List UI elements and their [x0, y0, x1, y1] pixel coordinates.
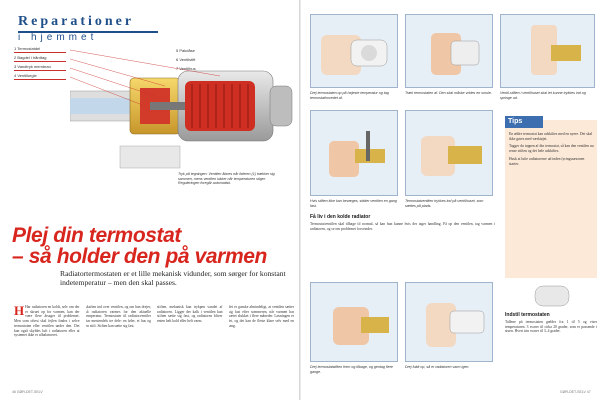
left-page [0, 0, 299, 400]
folio-text: GØR-DET-SELV [560, 390, 586, 394]
dropcap: H [14, 305, 25, 318]
legend-item: 1 Termostatdel [14, 44, 66, 53]
tip-item: Husk at lufte radiatorerne ud inden fyringssæsonen starter. [509, 156, 585, 166]
photo-step-6 [310, 282, 398, 362]
lead-paragraph: Radiatortermostaten er et lille mekanisk vidunder, som sørger for konstant indetemperatur – men den skal passes. [60, 269, 286, 287]
legend-item: 2 Bagdel i hårdtag [14, 53, 66, 62]
masthead-subtitle: i hjemmet [18, 32, 98, 43]
folio-right [560, 390, 591, 394]
body-column-1 [14, 305, 80, 387]
masthead-title: Reparationer [18, 14, 135, 29]
tips-heading: Tips [505, 116, 543, 128]
legend-item: 4 Ventilkegle [14, 71, 66, 80]
legend-item: 3 Vandtryk membran [14, 62, 66, 71]
photo-step-5 [405, 110, 493, 196]
photo-caption-1: Drej termostaten op på højeste temperatur og tag termostathovedet af. [310, 91, 389, 100]
body-column-4: det er ganske almindeligt, at ventilen sætter sig fast efter sommeren, når varmen har været slukket i flere måneder. Løsningen er let, og det kan de fleste klare selv med en tang. [228, 305, 294, 328]
photo-caption-4: Hvis stiften ikke kan bevæges, sidder ventilen en gang fast. [310, 199, 397, 208]
folio-text: GØR-DET-SELV [16, 390, 43, 394]
photo-caption-6: Drej termostatstiften frem og tilbage, og gentag flere gange. [310, 365, 393, 374]
photo-caption-3: Ventil-stiften i ventilhuset skal let kunne trykkes ind og springe ud. [500, 91, 586, 100]
illustration-caption: Tryk på tegningen: Ventilen åbnes når føleren (1) trækker sig sammen, mens ventilen lukker når temperaturen stiger. Reguleringen foregår automatisk. [178, 172, 275, 186]
photo-step-4 [310, 110, 398, 196]
parts-legend-right [176, 46, 216, 73]
thermostat-photo [505, 282, 597, 310]
body-column-2: skaften ind over ventilen, og om han drejer, så radiatoren varmes for den aktuelle temperatur. Termostater til radiatorventiler har mestendels tre dele: en føler, et hus og en stift. Stiften kan sætte sig fast. [85, 305, 151, 328]
tip-item: Tagger du toppen af din termostat, så kan den ventilen nu rense stiften og det hele udskiftes. [509, 144, 594, 154]
headline [12, 225, 297, 267]
photo-step-3 [500, 14, 595, 88]
body-text: Har radiatoren en koldt, selv om der er skruet op for varmen, kan der være flere årsager til problemet. Men som oftest skal fejlen findes i selve termostaten eller ventilen under den. Det kan også skyldes luft i radiatoren eller at systemet ikke er afbalanceret. [14, 305, 80, 338]
headline-line-1: Plej din termostat [12, 224, 182, 247]
section-text-2: Tallene på termostaten gælder fra 1 til 5 og viser temperaturen. 3 svarer til cirka 20 grader, som er passende i stuen. Hvert trin svarer til 3–4 grader. [505, 320, 597, 334]
legend-item: 5 Pakdåse [176, 48, 195, 53]
tips-text [509, 132, 595, 169]
page-number: 47 [586, 390, 591, 394]
headline-line-2: – så holder den på varmen [12, 245, 267, 268]
section-text-1: Termostatventilen skal tilbage til normal, så kan hun kunne hvis der tager handling. Få op den ventilen, tag varmen i radiatoren, og se om problemet forsvinder. [310, 222, 495, 231]
legend-item: 7 Ventilhus [176, 66, 196, 71]
body-columns [14, 305, 294, 387]
photo-caption-2: Træk termostaten af. Den skal måske vrides en smule. [405, 91, 492, 95]
body-column-3: stiften, mekanisk kan trykpen vandet af radiatoren. Ligger der kalk i ventilen kan stiften sætte sig fast, og radiatoren bliver enten helt kold eller helt varm. [157, 305, 223, 324]
photo-step-1 [310, 14, 398, 88]
page-number: 46 [12, 390, 16, 394]
photo-caption-7: Drej fuldt op, så er radiatoren varm igen. [405, 365, 470, 369]
legend-item: 6 Ventilstift [176, 57, 196, 62]
photo-caption-5: Termostatventilen trykkes ind på ventilhuset, som sættes på plads. [405, 199, 484, 208]
parts-legend-left [14, 44, 66, 80]
section-heading-2: Indstil termostaten [505, 312, 550, 318]
photo-step-7 [405, 282, 493, 362]
photo-step-2 [405, 14, 493, 88]
section-heading-1: Få liv i den kolde radiator [310, 214, 371, 220]
tip-item: En ældre termostat kan udskiftes med en nyere. Det skal ikke gøres med værktøjet. [509, 132, 593, 141]
folio-left [12, 390, 43, 394]
